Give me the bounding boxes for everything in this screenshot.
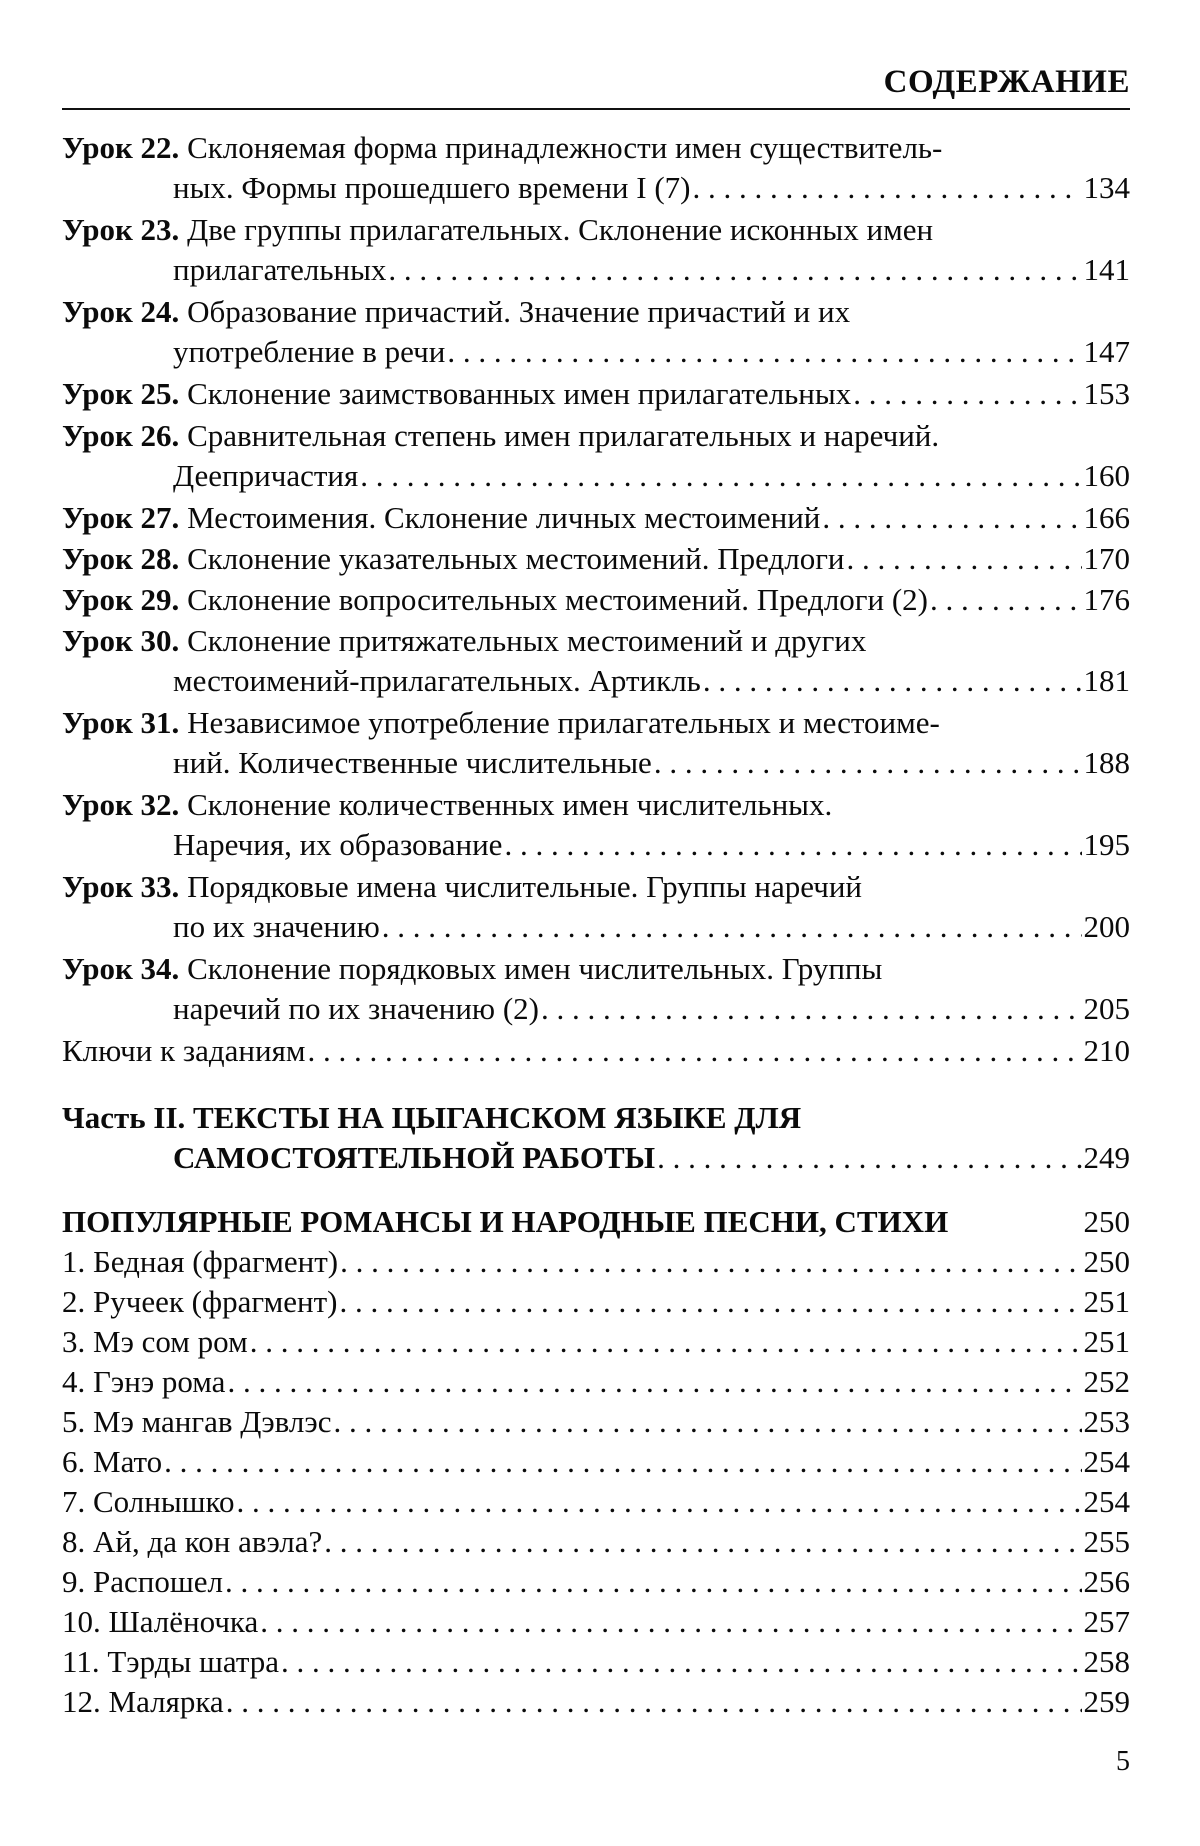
page-number: 181 bbox=[1083, 663, 1130, 698]
song-title: 7. Солнышко bbox=[62, 1484, 235, 1519]
leader-dots bbox=[227, 1362, 1081, 1402]
entry-title-line: Наречия, их образование bbox=[173, 827, 503, 862]
leader-dots bbox=[930, 580, 1082, 620]
lesson-label: Урок 24. bbox=[62, 294, 180, 329]
page-number: 253 bbox=[1083, 1404, 1130, 1439]
page-number: 258 bbox=[1083, 1644, 1130, 1679]
toc-entry-keys[interactable] bbox=[62, 1031, 1130, 1071]
toc-entry-lesson-28[interactable] bbox=[62, 539, 1130, 579]
leader-dots bbox=[692, 168, 1081, 208]
leader-dots bbox=[541, 989, 1082, 1029]
leader-dots bbox=[339, 1282, 1081, 1322]
song-title: 5. Мэ мангав Дэвлэс bbox=[62, 1404, 332, 1439]
leader-dots bbox=[853, 374, 1081, 414]
page-number: 257 bbox=[1083, 1604, 1130, 1639]
toc-entry-song[interactable] bbox=[62, 1482, 1130, 1522]
leader-dots bbox=[225, 1562, 1082, 1602]
page-number: 200 bbox=[1083, 909, 1130, 944]
entry-title-line: Склонение притяжательных местоимений и других bbox=[187, 623, 867, 658]
entry-title-line: Две группы прилагательных. Склонение исконных имен bbox=[187, 212, 934, 247]
toc-section-songs[interactable] bbox=[62, 1202, 1130, 1242]
lesson-label: Урок 23. bbox=[62, 212, 180, 247]
leader-dots bbox=[333, 1402, 1081, 1442]
leader-dots bbox=[504, 825, 1081, 865]
toc-entry-lesson-22[interactable] bbox=[62, 128, 1130, 208]
toc-page bbox=[62, 0, 1130, 1846]
toc-entry-lesson-26[interactable] bbox=[62, 416, 1130, 496]
leader-dots bbox=[382, 907, 1082, 947]
song-title: 8. Ай, да кон авэла? bbox=[62, 1524, 323, 1559]
leader-dots bbox=[340, 1242, 1081, 1282]
page-number: 251 bbox=[1083, 1324, 1130, 1359]
song-title: 9. Распошел bbox=[62, 1564, 223, 1599]
page-number: 205 bbox=[1083, 991, 1130, 1026]
page-number: 210 bbox=[1083, 1033, 1130, 1068]
leader-dots bbox=[822, 498, 1081, 538]
toc-entry-song[interactable] bbox=[62, 1602, 1130, 1642]
toc-entry-lesson-24[interactable] bbox=[62, 292, 1130, 372]
entry-title-line: ний. Количественные числительные bbox=[173, 745, 652, 780]
toc-entry-lesson-33[interactable] bbox=[62, 867, 1130, 947]
toc-entry-song[interactable] bbox=[62, 1282, 1130, 1322]
leader-dots bbox=[164, 1442, 1081, 1482]
toc-entry-song[interactable] bbox=[62, 1402, 1130, 1442]
toc-entry-song[interactable] bbox=[62, 1682, 1130, 1722]
running-header bbox=[62, 64, 1130, 110]
page-number: 251 bbox=[1083, 1284, 1130, 1319]
part-title-line: Часть II. ТЕКСТЫ НА ЦЫГАНСКОМ ЯЗЫКЕ ДЛЯ bbox=[62, 1100, 802, 1135]
toc-entry-song[interactable] bbox=[62, 1442, 1130, 1482]
toc-entry-lesson-27[interactable] bbox=[62, 498, 1130, 538]
entry-title-line: Склонение вопросительных местоимений. Предлоги (2) bbox=[187, 582, 928, 617]
entry-title-line: Склоняемая форма принадлежности имен существитель- bbox=[187, 130, 943, 165]
lesson-label: Урок 22. bbox=[62, 130, 180, 165]
toc-entry-song[interactable] bbox=[62, 1242, 1130, 1282]
lesson-label: Урок 26. bbox=[62, 418, 180, 453]
song-title: 2. Ручеек (фрагмент) bbox=[62, 1284, 338, 1319]
entry-title-line: Образование причастий. Значение причастий и их bbox=[187, 294, 851, 329]
section-title: ПОПУЛЯРНЫЕ РОМАНСЫ И НАРОДНЫЕ ПЕСНИ, СТИХИ bbox=[62, 1204, 949, 1239]
lesson-label: Урок 25. bbox=[62, 376, 180, 411]
page-number: 255 bbox=[1083, 1524, 1130, 1559]
entry-title-line: Деепричастия bbox=[173, 458, 359, 493]
toc-entry-song[interactable] bbox=[62, 1322, 1130, 1362]
page-number: 166 bbox=[1083, 500, 1130, 535]
lesson-label: Урок 33. bbox=[62, 869, 180, 904]
leader-dots bbox=[307, 1031, 1081, 1071]
lesson-label: Урок 29. bbox=[62, 582, 180, 617]
page-number: 153 bbox=[1083, 376, 1130, 411]
leader-dots bbox=[654, 743, 1082, 783]
lesson-label: Урок 34. bbox=[62, 951, 180, 986]
page-number: 160 bbox=[1083, 458, 1130, 493]
toc-entry-song[interactable] bbox=[62, 1362, 1130, 1402]
entry-title-line: употребление в речи bbox=[173, 334, 446, 369]
toc-entry-lesson-25[interactable] bbox=[62, 374, 1130, 414]
lesson-label: Урок 27. bbox=[62, 500, 180, 535]
entry-title-line: Ключи к заданиям bbox=[62, 1033, 306, 1068]
page-number: 147 bbox=[1083, 334, 1130, 369]
entry-title-line: Сравнительная степень имен прилагательных и наречий. bbox=[187, 418, 940, 453]
entry-title-line: прилагательных bbox=[173, 252, 387, 287]
leader-dots bbox=[657, 1138, 1081, 1178]
toc-entry-lesson-23[interactable] bbox=[62, 210, 1130, 290]
entry-title-line: Склонение количественных имен числительных. bbox=[187, 787, 833, 822]
leader-dots bbox=[250, 1322, 1082, 1362]
leader-dots bbox=[226, 1682, 1082, 1722]
page-number: 170 bbox=[1083, 541, 1130, 576]
page-number: 254 bbox=[1083, 1484, 1130, 1519]
lesson-label: Урок 31. bbox=[62, 705, 180, 740]
song-title: 11. Тэрды шатра bbox=[62, 1644, 280, 1679]
lesson-label: Урок 28. bbox=[62, 541, 180, 576]
song-title: 4. Гэнэ рома bbox=[62, 1364, 226, 1399]
page-number: 134 bbox=[1083, 170, 1130, 205]
leader-dots bbox=[703, 661, 1082, 701]
song-title: 3. Мэ сом ром bbox=[62, 1324, 248, 1359]
song-title: 6. Мато bbox=[62, 1444, 163, 1479]
page-number: 254 bbox=[1083, 1444, 1130, 1479]
leader-dots bbox=[237, 1482, 1082, 1522]
page-number: 250 bbox=[1083, 1204, 1130, 1239]
page-number: 249 bbox=[1083, 1140, 1130, 1175]
page-number: 250 bbox=[1083, 1244, 1130, 1279]
entry-title-line: ных. Формы прошедшего времени I (7) bbox=[173, 170, 691, 205]
page-number: 195 bbox=[1083, 827, 1130, 862]
page-number: 141 bbox=[1083, 252, 1130, 287]
entry-title-line: Порядковые имена числительные. Группы наречий bbox=[187, 869, 863, 904]
entry-title-line: местоимений-прилагательных. Артикль bbox=[173, 663, 701, 698]
leader-dots bbox=[847, 539, 1082, 579]
entry-title-line: Склонение порядковых имен числительных. Группы bbox=[187, 951, 883, 986]
toc-entry-song[interactable] bbox=[62, 1562, 1130, 1602]
page-number: 176 bbox=[1083, 582, 1130, 617]
leader-dots bbox=[281, 1642, 1081, 1682]
leader-dots bbox=[324, 1522, 1081, 1562]
toc-entry-part-2[interactable] bbox=[62, 1098, 1130, 1178]
page-number: 188 bbox=[1083, 745, 1130, 780]
song-title: 12. Малярка bbox=[62, 1684, 224, 1719]
toc-entry-lesson-29[interactable] bbox=[62, 580, 1130, 620]
toc-song-list bbox=[62, 1242, 1130, 1722]
song-title: 1. Бедная (фрагмент) bbox=[62, 1244, 339, 1279]
leader-dots bbox=[260, 1602, 1081, 1642]
page-number: 259 bbox=[1083, 1684, 1130, 1719]
entry-title-line: по их значению bbox=[173, 909, 380, 944]
toc-entry-lesson-31[interactable] bbox=[62, 703, 1130, 783]
lesson-label: Урок 30. bbox=[62, 623, 180, 658]
page-folio: 5 bbox=[1116, 1746, 1130, 1777]
page-number: 252 bbox=[1083, 1364, 1130, 1399]
toc-entry-lesson-32[interactable] bbox=[62, 785, 1130, 865]
lesson-label: Урок 32. bbox=[62, 787, 180, 822]
entry-title-line: Склонение указательных местоимений. Предлоги bbox=[187, 541, 845, 576]
toc-entry-song[interactable] bbox=[62, 1522, 1130, 1562]
toc-entry-song[interactable] bbox=[62, 1642, 1130, 1682]
part-title-line: САМОСТОЯТЕЛЬНОЙ РАБОТЫ bbox=[173, 1140, 656, 1175]
page-title: СОДЕРЖАНИЕ bbox=[883, 64, 1130, 100]
leader-dots bbox=[447, 332, 1081, 372]
entry-title-line: Независимое употребление прилагательных и местоиме- bbox=[187, 705, 940, 740]
leader-dots bbox=[360, 456, 1081, 496]
toc-entry-lesson-30[interactable] bbox=[62, 621, 1130, 701]
entry-title-line: наречий по их значению (2) bbox=[173, 991, 539, 1026]
entry-title-line: Местоимения. Склонение личных местоимений bbox=[187, 500, 821, 535]
page-number: 256 bbox=[1083, 1564, 1130, 1599]
leader-dots bbox=[388, 250, 1081, 290]
toc-entry-lesson-34[interactable] bbox=[62, 949, 1130, 1029]
entry-title-line: Склонение заимствованных имен прилагательных bbox=[187, 376, 852, 411]
song-title: 10. Шалёночка bbox=[62, 1604, 259, 1639]
